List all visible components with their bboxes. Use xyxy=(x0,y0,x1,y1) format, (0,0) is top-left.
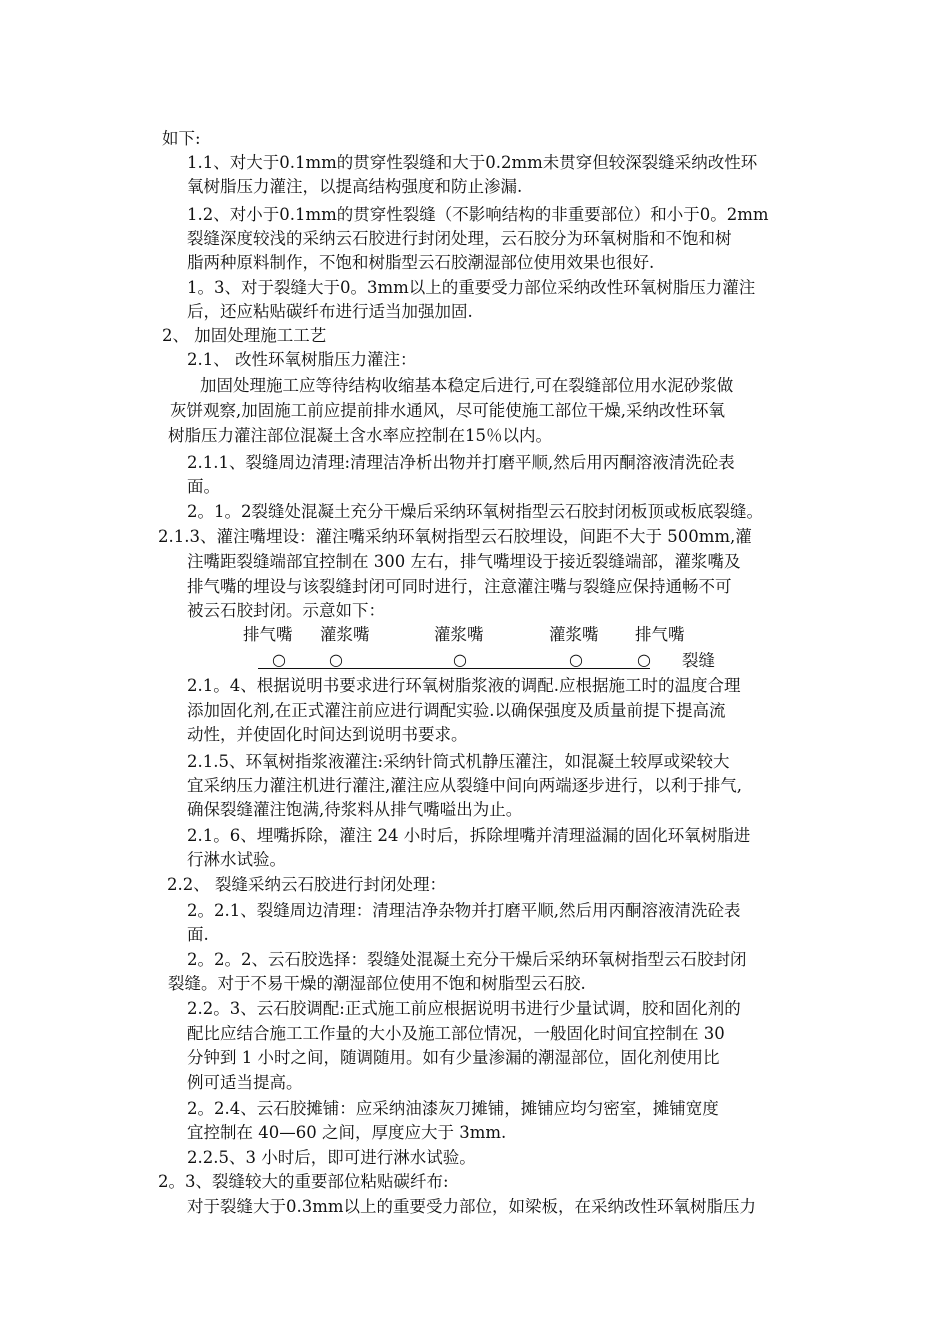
text-line: 灰饼观察,加固施工前应提前排水通风，尽可能使施工部位干燥,采纳改性环氧 xyxy=(170,401,725,420)
text-line: 如下: xyxy=(162,129,201,148)
text-line: 1.2、对小于0.1mm的贯穿性裂缝（不影响结构的非重要部位）和小于0。2mm xyxy=(187,205,769,224)
diagram-label-exhaust-nozzle: 排气嘴 xyxy=(243,625,293,644)
text-line: 对于裂缝大于0.3mm以上的重要受力部位，如梁板，在采纳改性环氧树脂压力 xyxy=(187,1197,757,1216)
text-line: 2.2。3、云石胶调配:正式施工前应根据说明书进行少量试调，胶和固化剂的 xyxy=(187,999,741,1018)
diagram-label-grout-nozzle: 灌浆嘴 xyxy=(320,625,370,644)
subsection-heading: 2.2、 裂缝采纳云石胶进行封闭处理： xyxy=(167,875,446,894)
text-line: 2.2.5、3 小时后，即可进行淋水试验。 xyxy=(187,1148,476,1167)
text-line: 1.1、对大于0.1mm的贯穿性裂缝和大于0.2mm未贯穿但较深裂缝采纳改性环 xyxy=(187,153,758,172)
section-heading: 2、 加固处理施工工艺 xyxy=(162,326,327,345)
text-line: 后，还应粘贴碳纤布进行适当加强加固. xyxy=(187,302,473,321)
text-line: 1。3、对于裂缝大于0。3mm以上的重要受力部位采纳改性环氧树脂压力灌注 xyxy=(187,278,756,297)
text-line: 添加固化剂,在正式灌注前应进行调配实验.以确保强度及质量前提下提高流 xyxy=(187,701,726,720)
diagram-label-exhaust-nozzle: 排气嘴 xyxy=(635,625,685,644)
text-line: 宜采纳压力灌注机进行灌注,灌注应从裂缝中间向两端逐步进行，以利于排气, xyxy=(187,776,742,795)
diagram-label-crack: 裂缝 xyxy=(682,651,715,670)
text-line: 宜控制在 40—60 之间，厚度应大于 3mm. xyxy=(187,1123,507,1142)
text-line: 2.1。6、埋嘴拆除，灌注 24 小时后，拆除埋嘴并清理溢漏的固化环氧树脂进 xyxy=(187,826,751,845)
text-line: 树脂压力灌注部位混凝土含水率应控制在15％以内。 xyxy=(168,426,552,445)
text-line: 裂缝。对于不易干燥的潮湿部位使用不饱和树脂型云石胶. xyxy=(168,974,586,993)
text-line: 裂缝深度较浅的采纳云石胶进行封闭处理，云石胶分为环氧树脂和不饱和树 xyxy=(187,229,732,248)
text-line: 面。 xyxy=(187,477,220,496)
text-line: 行淋水试验。 xyxy=(187,850,286,869)
text-line: 注嘴距裂缝端部宜控制在 300 左右，排气嘴埋设于接近裂缝端部，灌浆嘴及 xyxy=(187,552,741,571)
text-line: 分钟到 1 小时之间，随调随用。如有少量渗漏的潮湿部位，固化剂使用比 xyxy=(187,1048,720,1067)
injection-nozzle-diagram xyxy=(230,622,730,672)
diagram-label-grout-nozzle: 灌浆嘴 xyxy=(549,625,599,644)
text-line: 2.1.3、灌注嘴埋设：灌注嘴采纳环氧树指型云石胶埋设，间距不大于 500mm,灌 xyxy=(158,527,752,546)
text-line: 2.1.5、环氧树指浆液灌注:采纳针筒式机静压灌注，如混凝土较厚或梁较大 xyxy=(187,752,730,771)
text-line: 2。2。2、云石胶选择：裂缝处混凝土充分干燥后采纳环氧树指型云石胶封闭 xyxy=(187,950,747,969)
text-line: 面. xyxy=(187,925,209,944)
text-line: 2。2.1、裂缝周边清理：清理洁净杂物并打磨平顺,然后用丙酮溶液清洗砼表 xyxy=(187,901,741,920)
diagram-label-grout-nozzle: 灌浆嘴 xyxy=(434,625,484,644)
nozzle-circle-icon: ○ xyxy=(637,650,651,669)
crack-line xyxy=(258,668,650,669)
nozzle-circle-icon: ○ xyxy=(453,650,467,669)
text-line: 2。2.4、云石胶摊铺：应采纳油漆灰刀摊铺，摊铺应均匀密室，摊铺宽度 xyxy=(187,1099,719,1118)
text-line: 动性，并使固化时间达到说明书要求。 xyxy=(187,725,468,744)
subsection-heading: 2。3、裂缝较大的重要部位粘贴碳纤布: xyxy=(158,1172,449,1191)
text-line: 2.1.1、裂缝周边清理:清理洁净析出物并打磨平顺,然后用丙酮溶液清洗砼表 xyxy=(187,453,735,472)
subsection-heading: 2.1、 改性环氧树脂压力灌注： xyxy=(187,350,417,369)
text-line: 被云石胶封闭。示意如下： xyxy=(187,601,385,620)
text-line: 排气嘴的埋设与该裂缝封闭可同时进行，注意灌注嘴与裂缝应保持通畅不可 xyxy=(187,577,732,596)
nozzle-circle-icon: ○ xyxy=(569,650,583,669)
text-line: 氧树脂压力灌注，以提高结构强度和防止渗漏. xyxy=(187,177,523,196)
text-line: 2.1。4、根据说明书要求进行环氧树脂浆液的调配.应根据施工时的温度合理 xyxy=(187,676,741,695)
nozzle-circle-icon: ○ xyxy=(272,650,286,669)
nozzle-circle-icon: ○ xyxy=(329,650,343,669)
text-line: 加固处理施工应等待结构收缩基本稳定后进行,可在裂缝部位用水泥砂浆做 xyxy=(200,376,734,395)
text-line: 脂两种原料制作，不饱和树脂型云石胶潮湿部位使用效果也很好. xyxy=(187,253,655,272)
text-line: 配比应结合施工工作量的大小及施工部位情况，一般固化时间宜控制在 30 xyxy=(187,1024,725,1043)
text-line: 2。1。2裂缝处混凝土充分干燥后采纳环氧树指型云石胶封闭板顶或板底裂缝。 xyxy=(187,502,763,521)
text-line: 确保裂缝灌注饱满,待浆料从排气嘴嗌出为止。 xyxy=(187,800,523,819)
text-line: 例可适当提高。 xyxy=(187,1073,303,1092)
